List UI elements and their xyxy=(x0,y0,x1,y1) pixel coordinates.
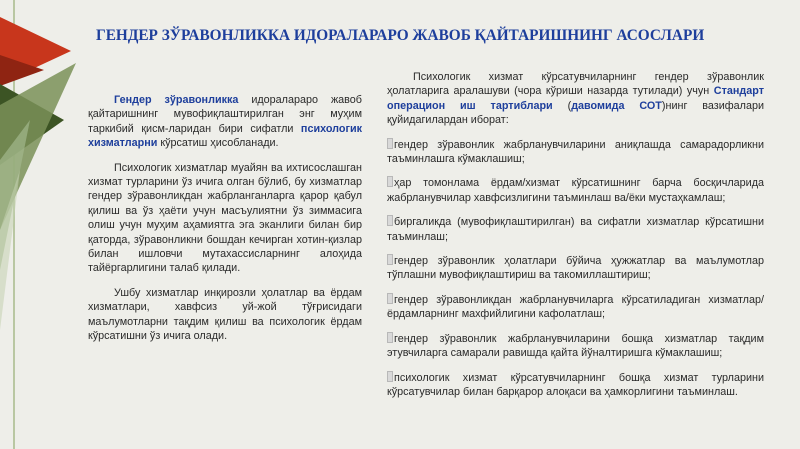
right-column xyxy=(387,70,764,409)
paragraph-text: )нинг вазифалари қуйидагилардан иборат: xyxy=(387,99,764,127)
left-paragraph-1 xyxy=(88,93,362,151)
paragraph-text: ( xyxy=(552,99,572,112)
bullet-marker-icon xyxy=(387,254,393,265)
bullet-marker-icon xyxy=(387,215,393,226)
bullet-item xyxy=(387,371,764,400)
bullet-item xyxy=(387,293,764,322)
bullet-item xyxy=(387,138,764,167)
paragraph-text: идоралараро жавоб қайтаришнинг мувофиқлаштирилган энг муҳим таркибий қисм-ларидан бири сифатли xyxy=(88,94,362,135)
bullet-marker-icon xyxy=(387,371,393,382)
bullet-text: биргаликда (мувофиқлаштирилган) ва сифатли хизматлар кўрсатишни таъминлаш; xyxy=(387,216,764,243)
highlight-term: давомида СОТ xyxy=(571,99,662,112)
bullet-item xyxy=(387,254,764,283)
left-column xyxy=(88,93,362,354)
left-paragraph-2: Психологик хизматлар муайян ва ихтисослашган хизмат турларини ўз ичига олган бўлиб, бу хизматлар гендер зўравонликдан жабрланганларга қарор қабул қилиш ва ўз ҳаёти учун масъулиятни ўз зиммасига олиш учун муҳим аҳамиятга эга эканлиги билан бир қаторда, зўравонликни бошдан кечирган хотин-қизлар билан ишловчи мутахассисларнинг алоҳида тайёргарлигини талаб қилади. xyxy=(88,161,362,275)
bullet-text: психологик хизмат кўрсатувчиларнинг бошқа хизмат турларини кўрсатувчилар билан барқарор алоқаси ва ҳамкорлигини таъминлаш. xyxy=(387,371,764,398)
bullet-marker-icon xyxy=(387,293,393,304)
bullet-text: гендер зўравонлик жабрланувчиларини бошқа хизматлар тақдим этувчиларга самарали равишда қайта йўналтиришга кўмаклашиш; xyxy=(387,332,764,360)
bullet-text: гендер зўравонликдан жабрланувчиларга кўрсатиладиган хизматлар/ ёрдамларнинг махфийлигини кафолатлаш; xyxy=(387,293,764,321)
bullet-marker-icon xyxy=(387,138,393,149)
highlight-term: Гендер зўравонликка xyxy=(114,94,239,106)
page-title: ГЕНДЕР ЗЎРАВОНЛИККА ИДОРАЛАРАРО ЖАВОБ ҚАЙТАРИШНИНГ АСОСЛАРИ xyxy=(96,27,705,44)
highlight-term: психологик хизматларни xyxy=(88,122,362,150)
bullet-marker-icon xyxy=(387,332,393,343)
bullet-marker-icon xyxy=(387,176,393,187)
bullet-item xyxy=(387,332,764,361)
highlight-term: Стандарт операцион иш тартиблари xyxy=(387,85,764,112)
decorative-arrow-wedge xyxy=(0,0,80,449)
bullet-item xyxy=(387,176,764,205)
bullet-text: гендер зўравонлик жабрланувчиларини аниқлашда самарадорликни таъминлашга кўмаклашиш; xyxy=(387,138,764,166)
bullet-text: гендер зўравонлик ҳолатлари бўйича ҳужжатлар ва маълумотлар тўплашни мувофиқлаштириш ва такомиллаштириш; xyxy=(387,255,764,282)
bullet-item xyxy=(387,215,764,244)
left-paragraph-3: Ушбу хизматлар инқирозли ҳолатлар ва ёрдам хизматлари, хавфсиз уй-жой тўғрисидаги маълумотларни тақдим қилиш ва психологик ёрдам кўрсатишни ўз ичига олади. xyxy=(88,286,362,343)
paragraph-text: кўрсатиш ҳисобланади. xyxy=(157,137,279,150)
right-intro-paragraph xyxy=(387,70,764,128)
bullet-text: ҳар томонлама ёрдам/хизмат кўрсатишнинг барча босқичларида жабрланувчилар хавфсизлигини таъминлаш ва/ёки мустаҳкамлаш; xyxy=(387,177,764,204)
paragraph-text: Психологик хизмат кўрсатувчиларнинг гендер зўравонлик ҳолатларига аралашуви (чора кўриши назарда тутилади) учун xyxy=(387,71,764,98)
